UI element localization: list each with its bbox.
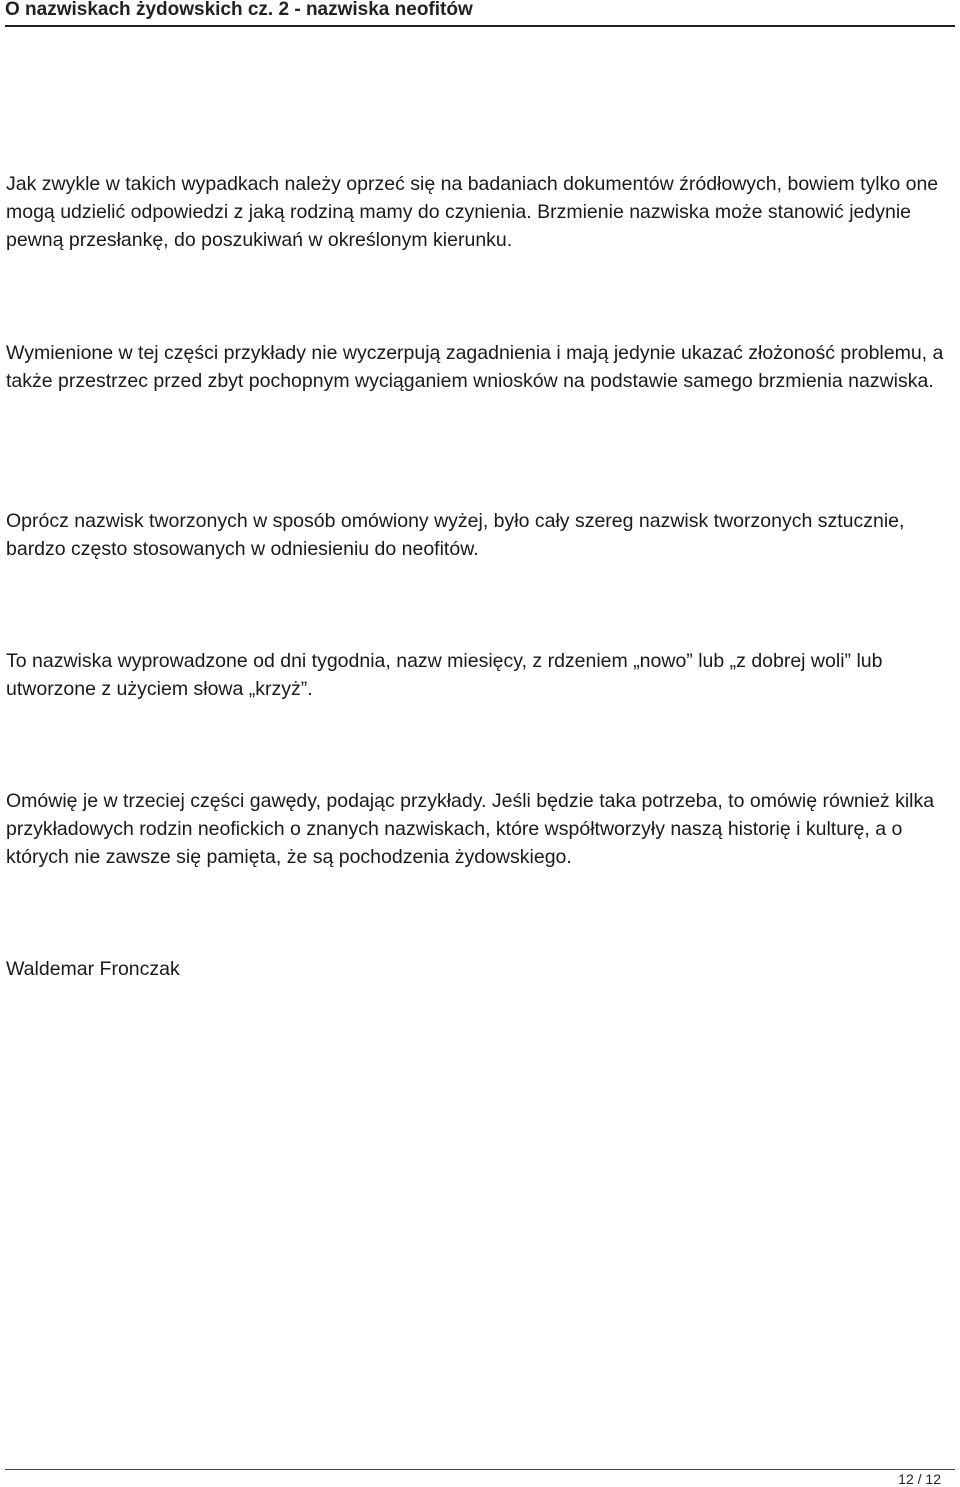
paragraph-5: Omówię je w trzeciej części gawędy, podając przykłady. Jeśli będzie taka potrzeba, to omówię również kilka przykładowych rodzin neofickich o znanych nazwiskach, które współtworzyły naszą historię i kulturę, a o których nie zawsze się pamięta, że są pochodzenia żydowskiego.: [6, 790, 935, 868]
paragraph-2: Wymienione w tej części przykłady nie wyczerpują zagadnienia i mają jedynie ukazać złożoność problemu, a także przestrzec przed zbyt pochopnym wyciąganiem wniosków na podstawie samego brzmienia nazwiska.: [6, 342, 944, 392]
author-signature: Waldemar Fronczak: [6, 958, 180, 980]
paragraph-1: Jak zwykle w takich wypadkach należy oprzeć się na badaniach dokumentów źródłowych, bowiem tylko one mogą udzielić odpowiedzi z jaką rodziną mamy do czynienia. Brzmienie nazwiska może stanowić jedynie pewną przesłankę, do poszukiwań w określonym kierunku.: [6, 173, 939, 251]
paragraph-3: Oprócz nazwisk tworzonych w sposób omówiony wyżej, było cały szereg nazwisk tworzonych sztucznie, bardzo często stosowanych w odniesieniu do neofitów.: [6, 510, 905, 560]
page-header: [5, 0, 955, 27]
paragraph-4: To nazwiska wyprowadzone od dni tygodnia, nazw miesięcy, z rdzeniem „nowo” lub „z dobrej woli” lub utworzone z użyciem słowa „krzyż”.: [6, 650, 883, 700]
page-number: 12 / 12: [898, 1471, 941, 1487]
document-title: O nazwiskach żydowskich cz. 2 - nazwiska neofitów: [5, 0, 473, 20]
page-footer: [5, 1469, 955, 1487]
